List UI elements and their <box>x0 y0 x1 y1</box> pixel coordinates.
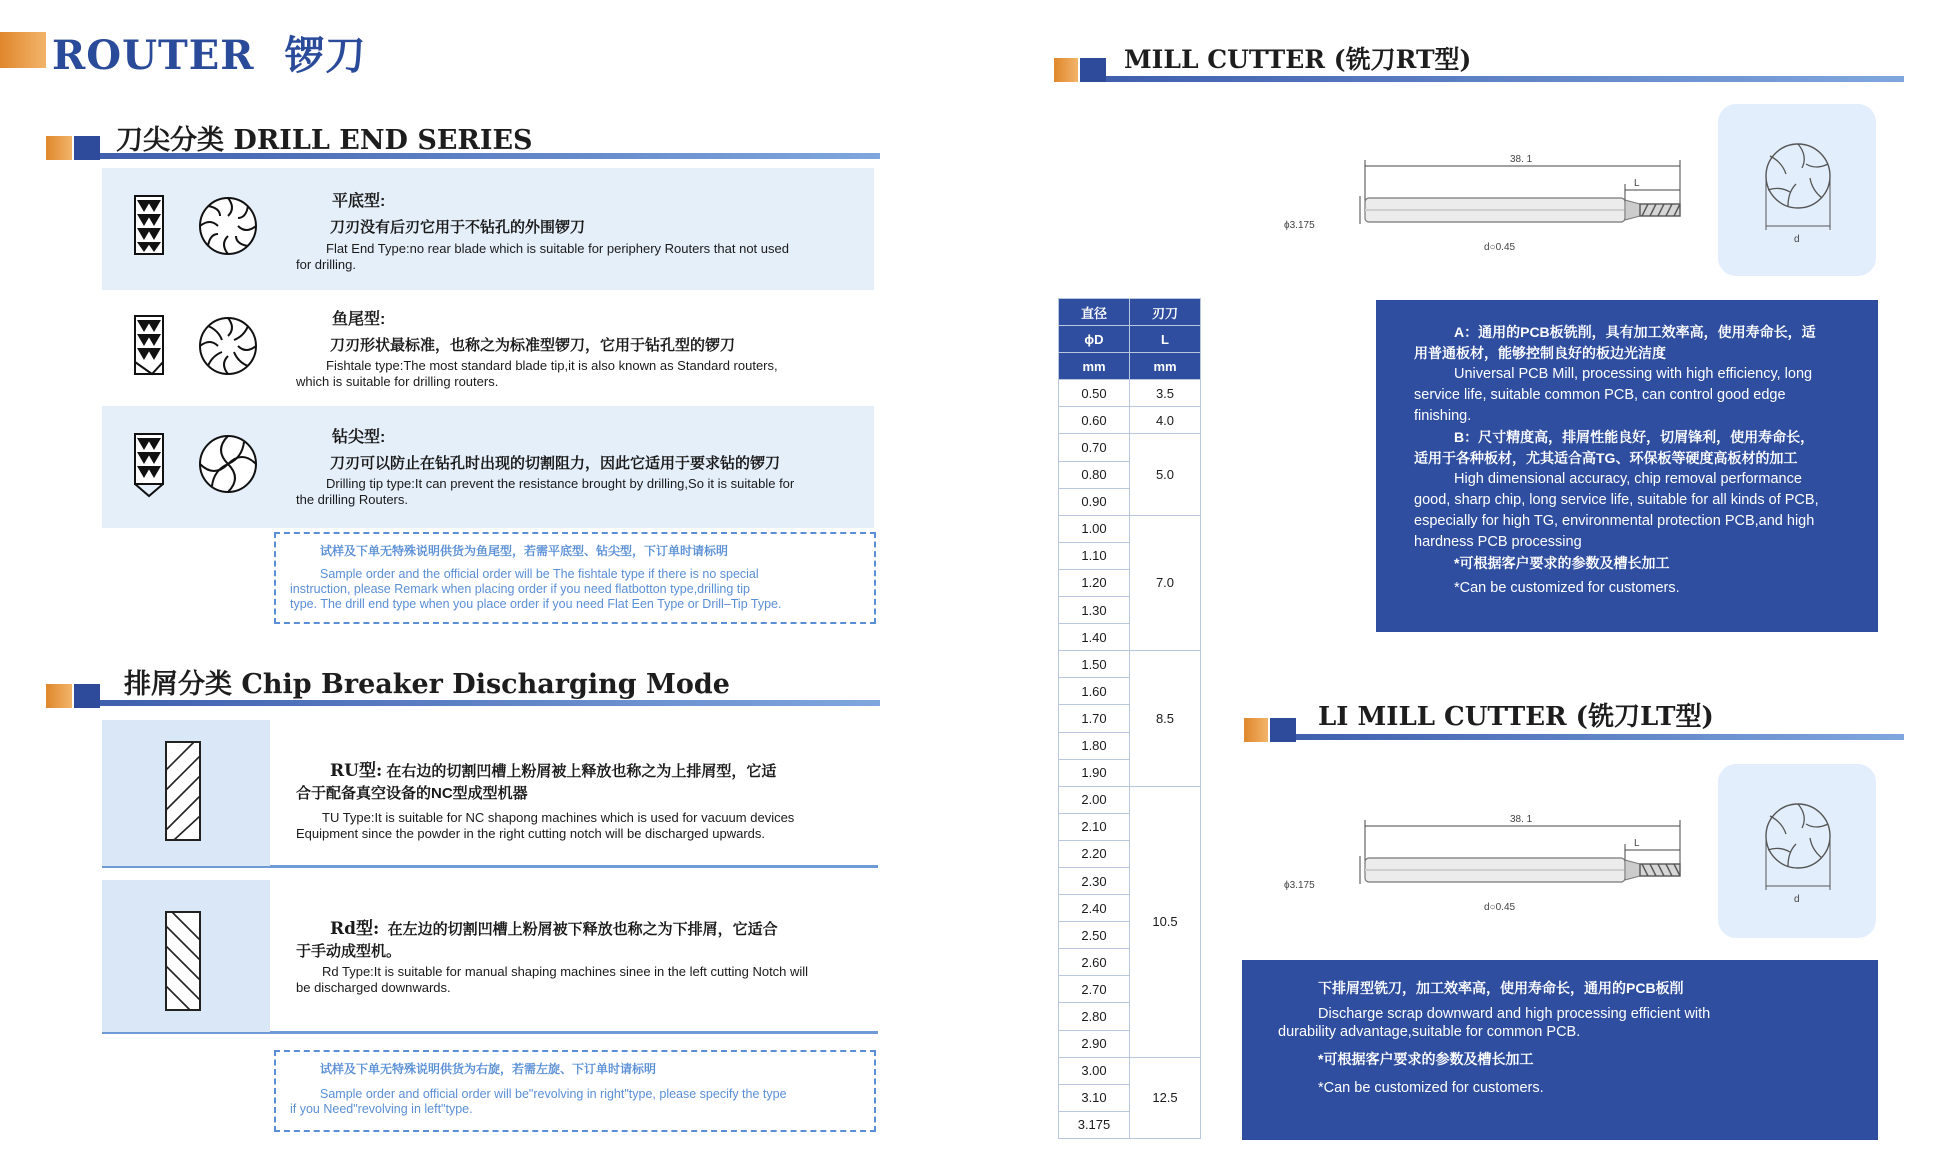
drill-end-note <box>274 532 876 624</box>
spec-table <box>1058 298 1201 1139</box>
spec-header-row <box>1059 299 1201 326</box>
length-cell: 8.5 <box>1130 651 1201 786</box>
spec-header-cell: L <box>1130 326 1201 353</box>
lt-description-box <box>1242 960 1878 1140</box>
rt-orange-marker <box>1054 58 1078 82</box>
length-cell: 5.0 <box>1130 434 1201 515</box>
flat-end-en1: Flat End Type:no rear blade which is suitable for periphery Routers that not used <box>326 241 789 256</box>
spec-header-cell: 刃刀 <box>1130 299 1201 326</box>
rt-a-en1: Universal PCB Mill, processing with high efficiency, long <box>1454 366 1813 382</box>
rt-dim-d: d <box>1794 234 1800 245</box>
lt-cn: 下排屑型铣刀，加工效率高，使用寿命长，通用的PCB板削 <box>1318 980 1684 996</box>
diameter-cell: 2.30 <box>1059 867 1130 894</box>
rt-custom-cn: *可根据客户要求的参数及槽长加工 <box>1454 555 1670 571</box>
diameter-cell: 1.90 <box>1059 759 1130 786</box>
diameter-cell: 3.10 <box>1059 1084 1130 1111</box>
rt-heading: MILL CUTTER (铣刀RT型) <box>1124 45 1472 74</box>
spec-row <box>1059 786 1201 813</box>
diameter-cell: 1.20 <box>1059 569 1130 596</box>
diameter-cell: 2.50 <box>1059 922 1130 949</box>
rt-b-en4: hardness PCB processing <box>1414 534 1582 550</box>
ru-en2: Equipment since the powder in the right cutting notch will be discharged upwards. <box>296 826 765 841</box>
spec-row <box>1059 407 1201 434</box>
length-cell: 12.5 <box>1130 1057 1201 1138</box>
lt-navy-marker <box>1270 718 1296 742</box>
diameter-cell: 1.10 <box>1059 542 1130 569</box>
diameter-cell: 1.80 <box>1059 732 1130 759</box>
chip-section-navy-marker <box>74 684 100 708</box>
lt-en2: durability advantage,suitable for common PCB. <box>1278 1024 1581 1040</box>
drill-section-heading: 刀尖分类 DRILL END SERIES <box>116 125 533 156</box>
ru-en1: TU Type:It is suitable for NC shapong machines which is used for vacuum devices <box>322 810 795 825</box>
ru-title-line <box>330 756 776 781</box>
ru-cutter-icon <box>164 740 204 844</box>
rt-b-cn2: 适用于各种板材，尤其适合高TG、环保板等硬度高板材的加工 <box>1414 450 1798 466</box>
rt-dim-L: L <box>1634 178 1640 189</box>
rt-a-cn2: 用普通板材，能够控制良好的板边光洁度 <box>1414 345 1666 361</box>
diameter-cell: 1.30 <box>1059 597 1130 624</box>
rt-b-en1: High dimensional accuracy, chip removal performance <box>1454 471 1802 487</box>
diameter-cell: 0.50 <box>1059 380 1130 407</box>
rd-title-line <box>330 914 778 939</box>
rt-custom-en: *Can be customized for customers. <box>1454 580 1680 596</box>
rt-b-en2: good, sharp chip, long service life, suitable for all kinds of PCB, <box>1414 492 1819 508</box>
diameter-cell: 0.90 <box>1059 488 1130 515</box>
drill-tip-icon <box>130 430 280 500</box>
fishtale-cn: 刀刃形状最标准，也称之为标准型锣刀，它用于钻孔型的锣刀 <box>330 337 736 354</box>
ru-cn1: 在右边的切割凹槽上粉屑被上释放也称之为上排屑型，它适 <box>386 763 777 780</box>
flat-end-cn: 刀刃没有后刃它用于不钻孔的外围锣刀 <box>330 219 586 236</box>
diameter-cell: 1.00 <box>1059 515 1130 542</box>
fishtale-title: 鱼尾型: <box>332 311 386 328</box>
lt-en1: Discharge scrap downward and high processing efficient with <box>1318 1006 1711 1022</box>
rt-cross-section-icon <box>1748 134 1848 244</box>
diameter-cell: 1.40 <box>1059 624 1130 651</box>
chip-note-en1: Sample order and official order will be"revolving in right"type, please specify the type <box>320 1087 787 1101</box>
spec-row <box>1059 515 1201 542</box>
lt-underline <box>1296 734 1904 740</box>
spec-header-row <box>1059 353 1201 380</box>
flat-end-icon <box>130 192 280 262</box>
spec-header-cell: ϕD <box>1059 326 1130 353</box>
diameter-cell: 2.80 <box>1059 1003 1130 1030</box>
page-title: ROUTER 锣刀 <box>52 32 367 79</box>
spec-row <box>1059 380 1201 407</box>
ru-cn2: 合于配备真空设备的NC型成型机器 <box>296 785 528 802</box>
diameter-cell: 3.175 <box>1059 1111 1130 1138</box>
drill-tip-en2: the drilling Routers. <box>296 492 408 507</box>
drill-note-cn: 试样及下单无特殊说明供货为鱼尾型，若需平底型、钻尖型，下订单时请标明 <box>320 544 729 558</box>
lt-dim-d: d <box>1794 894 1800 905</box>
drill-section-navy-marker <box>74 136 100 160</box>
drill-note-en1: Sample order and the official order will be The fishtale type if there is no special <box>320 567 759 581</box>
rt-navy-marker <box>1080 58 1106 82</box>
rt-b-en3: especially for high TG, environmental protection PCB,and high <box>1414 513 1815 529</box>
rt-dim-shank: ϕ3.175 <box>1284 220 1315 231</box>
fishtale-icon <box>130 312 280 382</box>
fishtale-en2: which is suitable for drilling routers. <box>296 374 499 389</box>
lt-custom-cn: *可根据客户要求的参数及槽长加工 <box>1318 1051 1534 1067</box>
length-cell: 4.0 <box>1130 407 1201 434</box>
rd-en2: be discharged downwards. <box>296 980 451 995</box>
diameter-cell: 2.70 <box>1059 976 1130 1003</box>
ru-title: RU型: <box>330 761 383 781</box>
rt-dim-tip: d○0.45 <box>1484 242 1516 253</box>
rt-description-box <box>1376 300 1878 632</box>
flat-end-en2: for drilling. <box>296 257 356 272</box>
rd-cn2: 于手动成型机。 <box>296 943 402 960</box>
lt-dim-shank: ϕ3.175 <box>1284 880 1315 891</box>
diameter-cell: 0.70 <box>1059 434 1130 461</box>
chip-section-heading: 排屑分类 Chip Breaker Discharging Mode <box>124 669 730 700</box>
drill-note-en3: type. The drill end type when you place order if you need Flat Een Type or Drill–Tip Type. <box>290 597 782 611</box>
chip-breaker-note <box>274 1050 876 1132</box>
rt-underline <box>1106 76 1904 82</box>
length-cell: 10.5 <box>1130 786 1201 1057</box>
drill-section-orange-marker <box>46 136 72 160</box>
diameter-cell: 2.20 <box>1059 840 1130 867</box>
diameter-cell: 1.50 <box>1059 651 1130 678</box>
rt-b-cn1: B：尺寸精度高，排屑性能良好，切屑锋利，使用寿命长， <box>1454 429 1815 445</box>
lt-dim-L: L <box>1634 838 1640 849</box>
lt-dim-length: 38. 1 <box>1510 814 1533 825</box>
diameter-cell: 2.00 <box>1059 786 1130 813</box>
diameter-cell: 2.90 <box>1059 1030 1130 1057</box>
lt-custom-en: *Can be customized for customers. <box>1318 1080 1544 1096</box>
lt-dim-tip: d○0.45 <box>1484 902 1516 913</box>
spec-header-cell: mm <box>1130 353 1201 380</box>
rd-cutter-icon <box>164 910 204 1014</box>
drill-tip-en1: Drilling tip type:It can prevent the resistance brought by drilling,So it is suitable for <box>326 476 795 491</box>
rt-a-en2: service life, suitable common PCB, can control good edge <box>1414 387 1786 403</box>
diameter-cell: 0.60 <box>1059 407 1130 434</box>
diameter-cell: 2.60 <box>1059 949 1130 976</box>
spec-row <box>1059 434 1201 461</box>
drill-tip-cn: 刀刃可以防止在钻孔时出现的切割阻力，因此它适用于要求钻的锣刀 <box>330 455 781 472</box>
title-accent-bar <box>0 32 46 68</box>
diameter-cell: 2.10 <box>1059 813 1130 840</box>
rt-a-cn1: A：通用的PCB板铣削，具有加工效率高，使用寿命长，适 <box>1454 324 1816 340</box>
length-cell: 7.0 <box>1130 515 1201 650</box>
diameter-cell: 0.80 <box>1059 461 1130 488</box>
chip-section-orange-marker <box>46 684 72 708</box>
length-cell: 3.5 <box>1130 380 1201 407</box>
rt-a-en3: finishing. <box>1414 408 1472 424</box>
lt-heading: LI MILL CUTTER (铣刀LT型) <box>1318 702 1714 732</box>
drill-tip-title: 钻尖型: <box>332 429 386 446</box>
spec-header-cell: mm <box>1059 353 1130 380</box>
spec-row <box>1059 1057 1201 1084</box>
drill-note-en2: instruction, please Remark when placing order if you need flatbotton type,drilling tip <box>290 582 750 596</box>
diameter-cell: 2.40 <box>1059 895 1130 922</box>
chip-note-en2: if you Need"revolving in left"type. <box>290 1102 473 1116</box>
flat-end-title: 平底型: <box>332 193 386 210</box>
rd-cn1: 在左边的切割凹槽上粉屑被下释放也称之为下排屑，它适合 <box>387 921 778 938</box>
fishtale-en1: Fishtale type:The most standard blade tip,it is also known as Standard routers, <box>326 358 778 373</box>
diameter-cell: 1.60 <box>1059 678 1130 705</box>
rt-dim-length: 38. 1 <box>1510 154 1533 165</box>
diameter-cell: 1.70 <box>1059 705 1130 732</box>
lt-orange-marker <box>1244 718 1268 742</box>
lt-cross-section-icon <box>1748 794 1848 904</box>
spec-header-cell: 直径 <box>1059 299 1130 326</box>
chip-note-cn: 试样及下单无特殊说明供货为右旋，若需左旋、下订单时请标明 <box>320 1062 657 1076</box>
spec-header-row <box>1059 326 1201 353</box>
diameter-cell: 3.00 <box>1059 1057 1130 1084</box>
rd-title: Rd型: <box>330 919 380 939</box>
rd-en1: Rd Type:It is suitable for manual shaping machines sinee in the left cutting Notch will <box>322 964 809 979</box>
spec-row <box>1059 651 1201 678</box>
